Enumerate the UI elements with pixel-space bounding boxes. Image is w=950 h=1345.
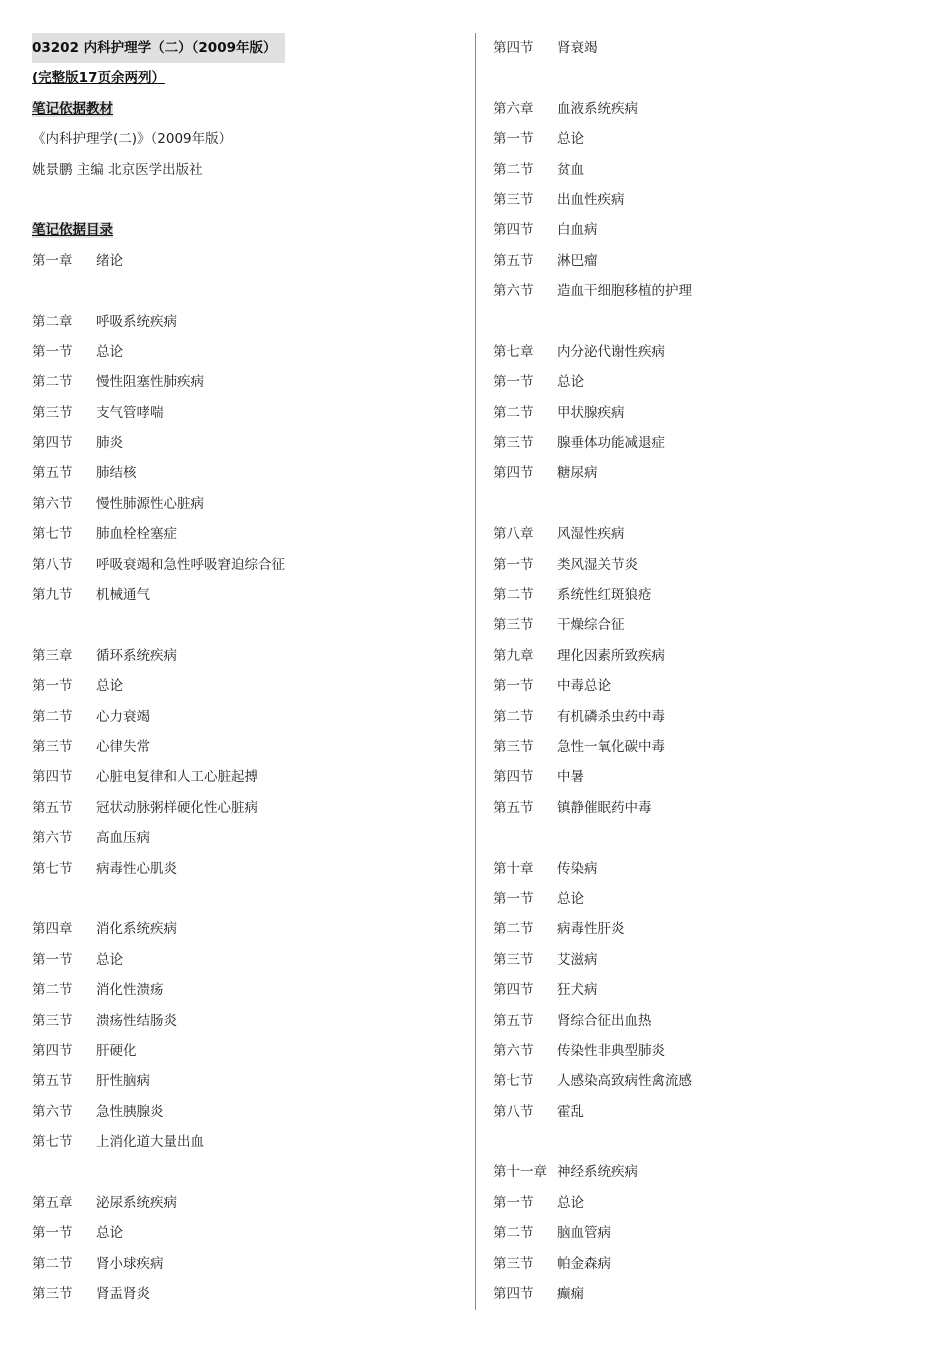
toc-entry-title: 肝性脑病 — [96, 1073, 150, 1090]
toc-entry — [493, 762, 923, 792]
toc-entry-title: 心力衰竭 — [96, 708, 150, 725]
toc-entry — [493, 1097, 923, 1127]
toc-entry — [493, 914, 923, 944]
toc-entry-number: 第七章 — [493, 343, 534, 360]
toc-entry — [32, 398, 462, 428]
toc-entry-title: 绪论 — [96, 252, 123, 269]
toc-entry-number: 第五节 — [493, 799, 534, 816]
spacer — [32, 610, 462, 640]
toc-entry-number: 第三节 — [493, 191, 534, 208]
toc-entry-title: 肺结核 — [96, 465, 137, 482]
book-title: 《内科护理学(二)》（2009年版） — [32, 131, 233, 148]
toc-entry — [493, 884, 923, 914]
toc-entry-number: 第二节 — [32, 982, 73, 999]
toc-entry-title: 帕金森病 — [557, 1255, 611, 1272]
toc-entry — [493, 458, 923, 488]
toc-entry-number: 第一章 — [32, 252, 73, 269]
toc-entry-number: 第五章 — [32, 1194, 73, 1211]
toc-entry-title: 肾衰竭 — [557, 40, 598, 56]
toc-entry — [32, 671, 462, 701]
toc-entry-number: 第十一章 — [493, 1164, 547, 1181]
toc-entry-title: 人感染高致病性禽流感 — [557, 1073, 692, 1090]
toc-entry — [493, 610, 923, 640]
toc-entry-number: 第二节 — [493, 1225, 534, 1242]
toc-entry-number: 第三节 — [493, 617, 534, 634]
toc-entry — [493, 398, 923, 428]
doc-title — [32, 33, 462, 63]
toc-entry-number: 第二节 — [493, 921, 534, 938]
toc-entry-title: 消化性溃疡 — [96, 982, 164, 999]
left-column — [32, 33, 462, 1309]
toc-entry — [493, 428, 923, 458]
toc-entry-number: 第三节 — [32, 1012, 73, 1029]
toc-entry — [32, 1218, 462, 1248]
toc-entry — [32, 550, 462, 580]
toc-entry-number: 第六章 — [493, 100, 534, 117]
toc-entry-title: 癫痫 — [557, 1286, 584, 1303]
toc-entry-title: 腺垂体功能减退症 — [557, 435, 665, 452]
toc-entry-number: 第三章 — [32, 647, 73, 664]
toc-entry-title: 狂犬病 — [557, 982, 598, 999]
toc-entry-title: 系统性红斑狼疮 — [557, 587, 652, 604]
toc-entry-title: 病毒性肝炎 — [557, 921, 625, 938]
toc-entry-number: 第四节 — [493, 465, 534, 482]
basis-heading — [32, 94, 462, 124]
toc-entry-number: 第四节 — [493, 1286, 534, 1303]
toc-entry-title: 脑血管病 — [557, 1225, 611, 1242]
spacer — [493, 823, 923, 853]
toc-entry-number: 第六节 — [493, 1042, 534, 1059]
toc-entry — [493, 276, 923, 306]
toc-entry — [32, 519, 462, 549]
toc-entry-title: 肾综合征出血热 — [557, 1012, 652, 1029]
toc-entry-number: 第七节 — [493, 1073, 534, 1090]
toc-entry-title: 中毒总论 — [557, 678, 611, 695]
toc-entry-number: 第二节 — [493, 161, 534, 178]
toc-entry — [32, 337, 462, 367]
toc-entry-title: 有机磷杀虫药中毒 — [557, 708, 665, 725]
toc-entry — [493, 580, 923, 610]
toc-entry-number: 第一节 — [493, 556, 534, 573]
toc-entry — [32, 793, 462, 823]
toc-entry-title: 机械通气 — [96, 587, 150, 604]
toc-entry-title: 急性胰腺炎 — [96, 1103, 164, 1120]
toc-entry-title: 呼吸系统疾病 — [96, 313, 177, 330]
toc-entry — [32, 945, 462, 975]
toc-entry-number: 第三节 — [493, 951, 534, 968]
toc-heading-text: 笔记依据目录 — [32, 222, 113, 239]
toc-entry-number: 第七节 — [32, 526, 73, 543]
book-author: 姚景鹏 主编 北京医学出版社 — [32, 161, 203, 178]
toc-entry-number: 第一节 — [32, 1225, 73, 1242]
toc-entry-number: 第五节 — [493, 1012, 534, 1029]
spacer — [32, 185, 462, 215]
toc-entry-number: 第一节 — [32, 678, 73, 695]
toc-entry-number: 第六节 — [493, 283, 534, 300]
toc-entry-number: 第四章 — [32, 921, 73, 938]
toc-entry — [493, 1066, 923, 1096]
spacer — [493, 1127, 923, 1157]
toc-entry-number: 第四节 — [493, 982, 534, 999]
toc-entry — [493, 337, 923, 367]
toc-heading — [32, 215, 462, 245]
toc-entry-title: 艾滋病 — [557, 951, 598, 968]
toc-entry-title: 神经系统疾病 — [557, 1164, 638, 1181]
toc-entry-number: 第五节 — [32, 1073, 73, 1090]
doc-title-text: 03202 内科护理学（二）（2009年版） — [32, 33, 285, 63]
toc-entry-number: 第二节 — [493, 404, 534, 421]
toc-entry-title: 造血干细胞移植的护理 — [557, 283, 692, 300]
doc-subtitle-text: (完整版17页余两列） — [32, 70, 165, 87]
toc-entry-number: 第八节 — [493, 1103, 534, 1120]
toc-entry-number: 第五节 — [493, 252, 534, 269]
spacer — [493, 307, 923, 337]
toc-entry-number: 第九章 — [493, 647, 534, 664]
toc-entry — [493, 1157, 923, 1187]
toc-entry — [493, 185, 923, 215]
toc-entry-number: 第二节 — [32, 708, 73, 725]
toc-entry-title: 循环系统疾病 — [96, 647, 177, 664]
toc-entry-title: 病毒性心肌炎 — [96, 860, 177, 877]
toc-entry-number: 第八节 — [32, 556, 73, 573]
toc-entry-number: 第五节 — [32, 465, 73, 482]
toc-entry-number: 第二节 — [32, 374, 73, 391]
toc-left-list — [32, 246, 462, 1310]
toc-entry-title: 肺炎 — [96, 435, 123, 452]
spacer — [32, 276, 462, 306]
toc-entry-title: 总论 — [96, 343, 123, 360]
basis-heading-text: 笔记依据教材 — [32, 100, 113, 117]
toc-entry-title: 心脏电复律和人工心脏起搏 — [96, 769, 258, 786]
toc-entry-number: 第一节 — [32, 951, 73, 968]
toc-right-list — [493, 33, 923, 1309]
toc-entry-title: 总论 — [557, 1194, 584, 1211]
toc-entry — [493, 945, 923, 975]
doc-subtitle — [32, 63, 462, 93]
toc-entry-number: 第五节 — [32, 799, 73, 816]
toc-entry-title: 糖尿病 — [557, 465, 598, 482]
toc-entry — [493, 671, 923, 701]
toc-entry-number: 第二章 — [32, 313, 73, 330]
toc-entry-title: 支气管哮喘 — [96, 404, 164, 421]
toc-entry-title: 淋巴瘤 — [557, 252, 598, 269]
toc-entry — [32, 914, 462, 944]
toc-entry-title: 理化因素所致疾病 — [557, 647, 665, 664]
toc-entry — [32, 641, 462, 671]
toc-entry — [493, 550, 923, 580]
toc-entry — [32, 975, 462, 1005]
toc-entry — [493, 1249, 923, 1279]
spacer — [493, 489, 923, 519]
toc-entry — [493, 246, 923, 276]
toc-entry-number: 第六节 — [32, 495, 73, 512]
toc-entry-number: 第一节 — [493, 678, 534, 695]
toc-entry-title: 传染病 — [557, 860, 598, 877]
toc-entry — [32, 1006, 462, 1036]
toc-entry-number: 第四节 — [32, 769, 73, 786]
toc-entry-number: 第一节 — [493, 890, 534, 907]
toc-entry-title: 白血病 — [557, 222, 598, 239]
toc-entry — [493, 1218, 923, 1248]
toc-entry-number: 第三节 — [493, 738, 534, 755]
toc-entry — [493, 793, 923, 823]
toc-entry-number: 第三节 — [32, 404, 73, 421]
toc-entry-title: 急性一氧化碳中毒 — [557, 738, 665, 755]
toc-entry — [493, 1188, 923, 1218]
toc-entry — [32, 1066, 462, 1096]
toc-entry-number: 第六节 — [32, 1103, 73, 1120]
toc-entry — [32, 1279, 462, 1309]
toc-entry — [493, 1279, 923, 1309]
toc-entry — [32, 732, 462, 762]
toc-entry — [32, 823, 462, 853]
toc-entry-title: 总论 — [96, 678, 123, 695]
toc-entry-title: 类风湿关节炎 — [557, 556, 638, 573]
spacer — [493, 63, 923, 93]
toc-entry-title: 肺血栓栓塞症 — [96, 526, 177, 543]
toc-entry — [493, 854, 923, 884]
toc-entry-number: 第四节 — [493, 769, 534, 786]
toc-entry — [32, 1036, 462, 1066]
toc-entry-title: 消化系统疾病 — [96, 921, 177, 938]
toc-entry — [493, 732, 923, 762]
toc-entry-title: 高血压病 — [96, 830, 150, 847]
toc-entry — [493, 155, 923, 185]
toc-entry — [32, 762, 462, 792]
toc-entry — [32, 1188, 462, 1218]
toc-entry-number: 第一节 — [32, 343, 73, 360]
toc-entry — [32, 580, 462, 610]
toc-entry-title: 慢性肺源性心脏病 — [96, 495, 204, 512]
toc-entry-title: 上消化道大量出血 — [96, 1134, 204, 1151]
toc-entry-number: 第一节 — [493, 131, 534, 148]
toc-entry-title: 肝硬化 — [96, 1042, 137, 1059]
toc-entry — [493, 94, 923, 124]
toc-entry-number: 第十章 — [493, 860, 534, 877]
toc-entry-title: 肾盂肾炎 — [96, 1286, 150, 1303]
toc-entry-number: 第七节 — [32, 860, 73, 877]
toc-entry-number: 第四节 — [32, 435, 73, 452]
toc-entry-number: 第二节 — [493, 708, 534, 725]
toc-entry — [32, 246, 462, 276]
toc-entry-title: 肾小球疾病 — [96, 1255, 164, 1272]
toc-entry-number: 第三节 — [493, 1255, 534, 1272]
toc-entry-title: 总论 — [96, 1225, 123, 1242]
toc-entry-number: 第一节 — [493, 374, 534, 391]
toc-entry-title: 干燥综合征 — [557, 617, 625, 634]
toc-entry-number: 第八章 — [493, 526, 534, 543]
toc-entry — [32, 1127, 462, 1157]
toc-entry — [493, 1036, 923, 1066]
toc-entry — [32, 458, 462, 488]
toc-entry-title: 总论 — [557, 131, 584, 148]
spacer — [32, 884, 462, 914]
toc-entry-title: 冠状动脉粥样硬化性心脏病 — [96, 799, 258, 816]
spacer — [32, 1157, 462, 1187]
toc-entry-title: 出血性疾病 — [557, 191, 625, 208]
toc-entry-title: 呼吸衰竭和急性呼吸窘迫综合征 — [96, 556, 285, 573]
toc-entry — [32, 307, 462, 337]
toc-entry-title: 传染性非典型肺炎 — [557, 1042, 665, 1059]
toc-entry-title: 慢性阻塞性肺疾病 — [96, 374, 204, 391]
toc-entry-title: 甲状腺疾病 — [557, 404, 625, 421]
toc-entry-number: 第六节 — [32, 830, 73, 847]
toc-entry-number: 第四节 — [493, 222, 534, 239]
toc-entry-number: 第九节 — [32, 587, 73, 604]
toc-entry-number: 第四节 — [32, 1042, 73, 1059]
toc-entry-title: 总论 — [557, 374, 584, 391]
toc-entry-number: 第三节 — [493, 435, 534, 452]
toc-entry-title: 总论 — [557, 890, 584, 907]
toc-entry — [493, 33, 923, 63]
toc-entry-title: 中暑 — [557, 769, 584, 786]
toc-entry — [493, 641, 923, 671]
toc-entry — [493, 975, 923, 1005]
toc-entry — [32, 489, 462, 519]
toc-entry-title: 镇静催眠药中毒 — [557, 799, 652, 816]
column-divider — [475, 33, 476, 1310]
toc-entry-number: 第四节 — [493, 40, 534, 56]
right-column — [493, 33, 923, 1309]
toc-entry-title: 总论 — [96, 951, 123, 968]
toc-entry-title: 血液系统疾病 — [557, 100, 638, 117]
toc-entry — [493, 215, 923, 245]
toc-entry-title: 风湿性疾病 — [557, 526, 625, 543]
toc-entry-number: 第七节 — [32, 1134, 73, 1151]
toc-entry — [32, 367, 462, 397]
toc-entry-number: 第三节 — [32, 738, 73, 755]
toc-entry — [32, 854, 462, 884]
toc-entry — [493, 124, 923, 154]
toc-entry-number: 第一节 — [493, 1194, 534, 1211]
toc-entry — [493, 1006, 923, 1036]
toc-entry — [32, 1097, 462, 1127]
toc-entry — [493, 367, 923, 397]
toc-entry-title: 心律失常 — [96, 738, 150, 755]
toc-entry — [493, 519, 923, 549]
toc-entry-number: 第三节 — [32, 1286, 73, 1303]
toc-entry-number: 第二节 — [493, 587, 534, 604]
toc-entry — [493, 702, 923, 732]
toc-entry-title: 泌尿系统疾病 — [96, 1194, 177, 1211]
toc-entry — [32, 702, 462, 732]
toc-entry-number: 第二节 — [32, 1255, 73, 1272]
toc-entry — [32, 1249, 462, 1279]
toc-entry-title: 贫血 — [557, 161, 584, 178]
toc-entry-title: 霍乱 — [557, 1103, 584, 1120]
toc-entry-title: 溃疡性结肠炎 — [96, 1012, 177, 1029]
toc-entry-title: 内分泌代谢性疾病 — [557, 343, 665, 360]
toc-entry — [32, 428, 462, 458]
